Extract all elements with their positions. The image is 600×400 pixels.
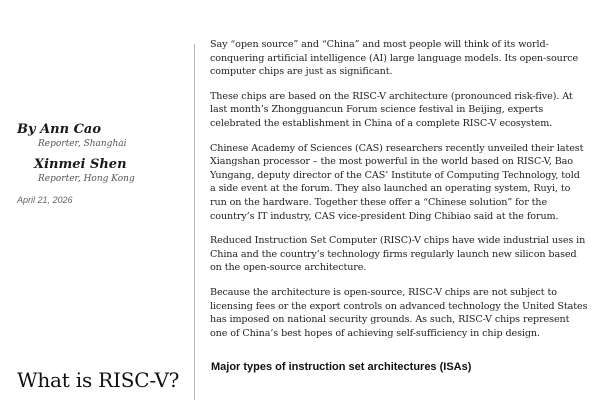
publish-date: April 21, 2026 [17,195,73,205]
chart-title: Major types of instruction set architectures (ISAs) [211,361,472,373]
author-name-1[interactable]: By Ann Cao [17,122,102,137]
article-paragraph: These chips are based on the RISC-V architecture (pronounced risk-five). At last month’s Zhongguancun Forum science festival in Beijing, experts celebrated the establishment in China of a complete RISC-V ecosystem. [210,90,573,129]
byline [17,122,187,185]
author-role-1: Reporter, Shanghai [38,139,127,149]
section-heading: What is RISC-V? [17,368,180,392]
author-role-2: Reporter, Hong Kong [38,174,135,184]
column-divider [194,44,195,400]
article-paragraph: Because the architecture is open-source, RISC-V chips are not subject to licensing fees or the export controls on advanced technology the United States has imposed on national security grounds. As such, RISC-V chips represent one of China’s best hopes of achieving self-sufficiency in chip design. [210,286,588,339]
article-sidebar [0,0,195,400]
article-body [210,38,588,351]
article-paragraph: Say “open source” and “China” and most people will think of its world-conquering artificial intelligence (AI) large language models. Its open-source computer chips are just as significant. [210,39,579,78]
article-paragraph: Reduced Instruction Set Computer (RISC)-V chips have wide industrial uses in China and the country’s technology firms regularly launch new silicon based on the open-source architecture. [210,235,586,274]
author-name-2[interactable]: Xinmei Shen [34,157,127,172]
article-paragraph: Chinese Academy of Sciences (CAS) researchers recently unveiled their latest Xiangshan processor – the most powerful in the world based on RISC-V, Bao Yungang, deputy director of the CAS’ Institute of Computing Technology, told a side event at the forum. They also launched an operating system, Ruyi, to run on the hardware. Together these offer a “Chinese solution” for the country’s IT industry, CAS vice-president Ding Chibiao said at the forum. [210,142,584,222]
